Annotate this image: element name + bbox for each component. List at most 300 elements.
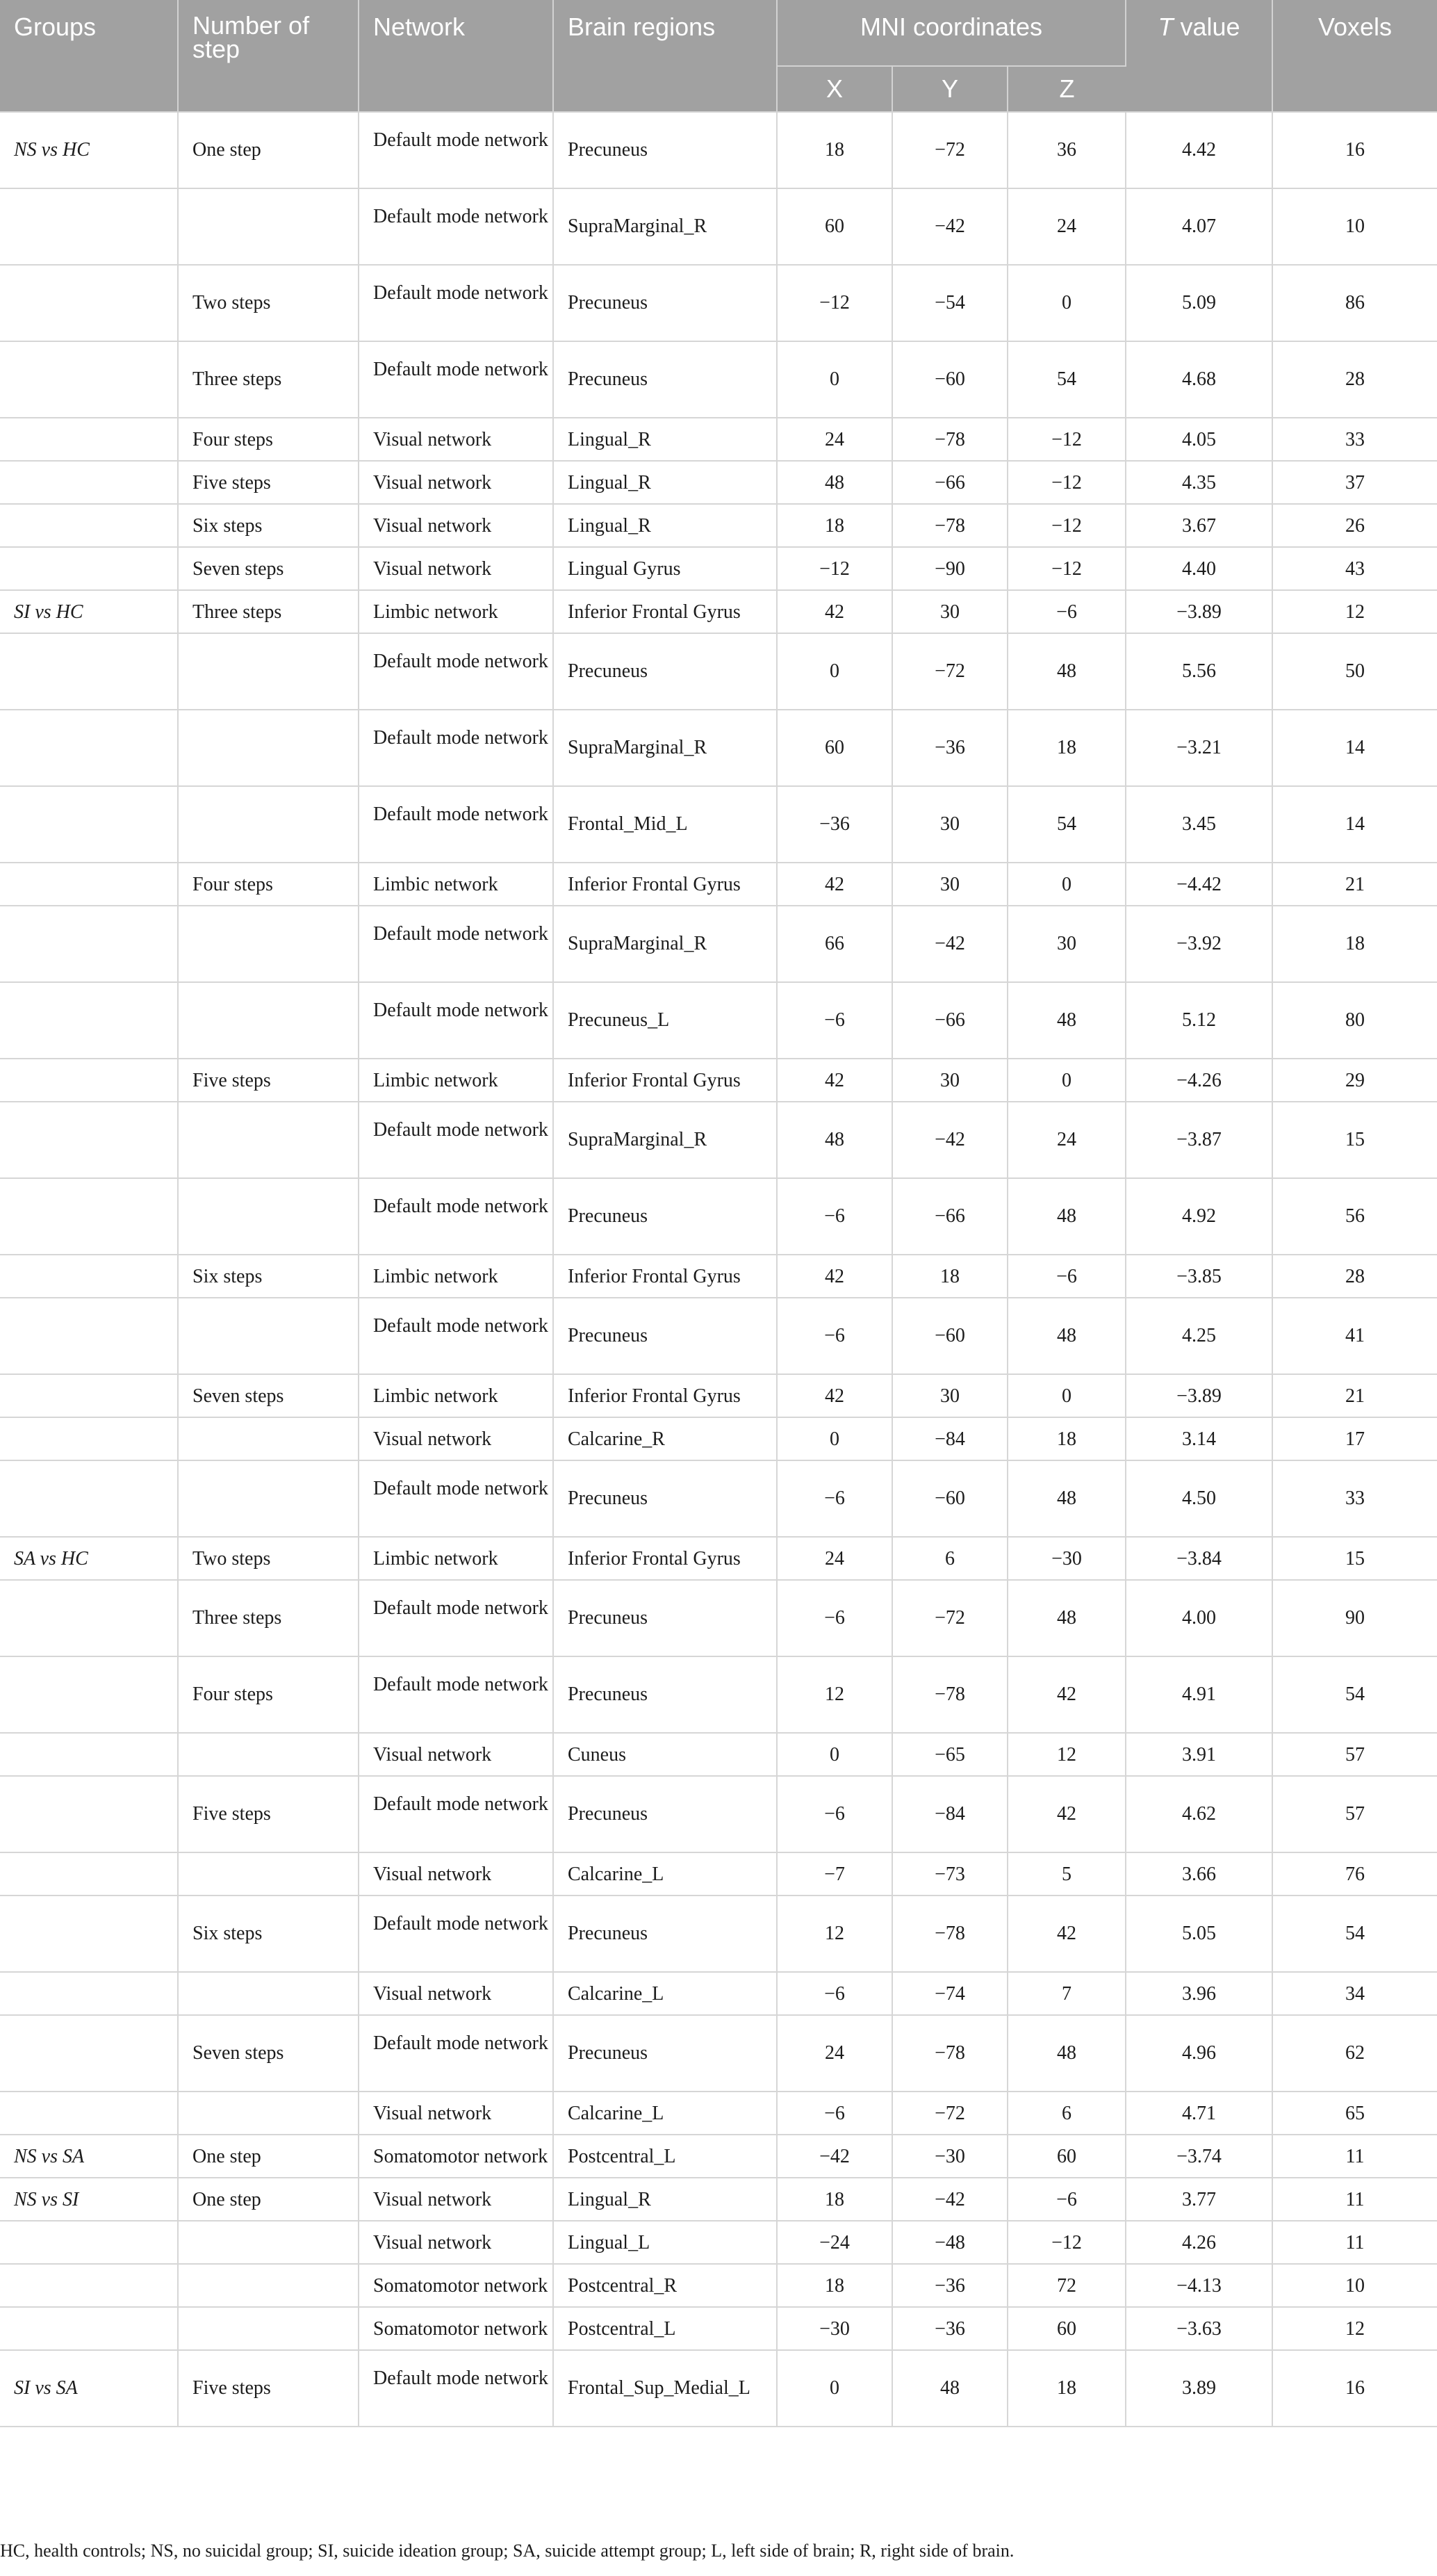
cell-network: Somatomotor network [359,2264,553,2307]
cell-y: −42 [892,1102,1008,1178]
cell-z: 42 [1008,1776,1126,1852]
cell-voxels: 28 [1272,1255,1437,1298]
cell-group [0,633,178,710]
cell-region: Lingual_R [553,504,777,547]
cell-z: −6 [1008,1255,1126,1298]
cell-t-value: −4.26 [1126,1059,1272,1102]
cell-t-value: 4.40 [1126,547,1272,590]
cell-group [0,547,178,590]
cell-region: Lingual_R [553,418,777,461]
cell-group [0,1255,178,1298]
cell-group: NS vs SI [0,2178,178,2221]
cell-y: −54 [892,265,1008,341]
cell-y: −36 [892,2264,1008,2307]
cell-region: Precuneus [553,1460,777,1537]
cell-z: 0 [1008,265,1126,341]
cell-group [0,906,178,982]
cell-step: Seven steps [178,2015,359,2092]
cell-z: 48 [1008,1298,1126,1374]
cell-voxels: 37 [1272,461,1437,504]
cell-voxels: 33 [1272,1460,1437,1537]
cell-y: −78 [892,1656,1008,1733]
table-row [0,906,1437,982]
cell-network: Default mode network [359,1580,553,1656]
table-row [0,1417,1437,1460]
cell-x: −6 [777,1972,892,2015]
cell-network: Visual network [359,1972,553,2015]
cell-t-value: −3.85 [1126,1255,1272,1298]
cell-region: Cuneus [553,1733,777,1776]
cell-region: Precuneus [553,633,777,710]
cell-step [178,2264,359,2307]
cell-y: −66 [892,1178,1008,1255]
cell-voxels: 10 [1272,188,1437,265]
cell-network: Visual network [359,461,553,504]
cell-x: 24 [777,2015,892,2092]
cell-y: −78 [892,504,1008,547]
cell-network: Default mode network [359,1298,553,1374]
cell-x: 24 [777,418,892,461]
cell-voxels: 12 [1272,2307,1437,2350]
cell-step: Three steps [178,1580,359,1656]
cell-z: −6 [1008,590,1126,633]
cell-region: Precuneus [553,1656,777,1733]
cell-voxels: 21 [1272,1374,1437,1417]
cell-step: Three steps [178,341,359,418]
header-y: Y [892,66,1008,112]
cell-region: Calcarine_L [553,1852,777,1896]
header-network: Network [359,0,553,112]
cell-x: −42 [777,2135,892,2178]
cell-x: −6 [777,1460,892,1537]
cell-t-value: 4.50 [1126,1460,1272,1537]
table-row [0,710,1437,786]
cell-voxels: 54 [1272,1896,1437,1972]
header-groups: Groups [0,0,178,112]
cell-network: Visual network [359,2221,553,2264]
cell-step: Seven steps [178,547,359,590]
cell-y: −74 [892,1972,1008,2015]
cell-network: Default mode network [359,188,553,265]
cell-step: Four steps [178,863,359,906]
table-row [0,1460,1437,1537]
cell-t-value: 4.35 [1126,461,1272,504]
cell-region: SupraMarginal_R [553,710,777,786]
cell-y: −90 [892,547,1008,590]
cell-region: Lingual_L [553,2221,777,2264]
cell-t-value: 3.89 [1126,2350,1272,2427]
cell-voxels: 14 [1272,786,1437,863]
table-row [0,863,1437,906]
cell-voxels: 18 [1272,906,1437,982]
cell-t-value: 3.14 [1126,1417,1272,1460]
cell-voxels: 90 [1272,1580,1437,1656]
cell-y: −42 [892,906,1008,982]
cell-step: Four steps [178,1656,359,1733]
cell-group [0,2221,178,2264]
cell-step: Five steps [178,2350,359,2427]
cell-y: −65 [892,1733,1008,1776]
cell-region: SupraMarginal_R [553,1102,777,1178]
cell-network: Default mode network [359,633,553,710]
cell-region: Precuneus [553,112,777,188]
header-x: X [777,66,892,112]
cell-t-value: 5.05 [1126,1896,1272,1972]
cell-t-value: 4.62 [1126,1776,1272,1852]
cell-t-value: 4.00 [1126,1580,1272,1656]
cell-voxels: 15 [1272,1537,1437,1580]
cell-step [178,1417,359,1460]
cell-group [0,2092,178,2135]
cell-z: 48 [1008,2015,1126,2092]
cell-z: −6 [1008,2178,1126,2221]
cell-x: 48 [777,461,892,504]
cell-group [0,461,178,504]
cell-y: −60 [892,1298,1008,1374]
cell-step [178,906,359,982]
cell-z: 0 [1008,863,1126,906]
cell-step [178,633,359,710]
cell-step: Six steps [178,1255,359,1298]
cell-y: −60 [892,1460,1008,1537]
table-row [0,590,1437,633]
cell-y: −72 [892,633,1008,710]
cell-z: 60 [1008,2135,1126,2178]
cell-group [0,1102,178,1178]
cell-step: Five steps [178,1059,359,1102]
cell-group: NS vs HC [0,112,178,188]
cell-network: Somatomotor network [359,2307,553,2350]
cell-network: Default mode network [359,2350,553,2427]
cell-step: Two steps [178,265,359,341]
cell-voxels: 33 [1272,418,1437,461]
cell-t-value: −3.89 [1126,590,1272,633]
table-footnote: HC, health controls; NS, no suicidal group; SI, suicide ideation group; SA, suicide attempt group; L, left side of brain; R, right side of brain. [0,2541,1015,2561]
cell-region: Frontal_Sup_Medial_L [553,2350,777,2427]
cell-x: 66 [777,906,892,982]
cell-voxels: 26 [1272,504,1437,547]
cell-y: −73 [892,1852,1008,1896]
cell-voxels: 34 [1272,1972,1437,2015]
cell-group: NS vs SA [0,2135,178,2178]
cell-voxels: 41 [1272,1298,1437,1374]
cell-step: Four steps [178,418,359,461]
cell-region: Precuneus [553,1776,777,1852]
cell-group [0,341,178,418]
table-row [0,2135,1437,2178]
cell-group [0,1852,178,1896]
cell-step [178,1972,359,2015]
cell-x: 0 [777,1733,892,1776]
cell-z: −30 [1008,1537,1126,1580]
cell-step: Seven steps [178,1374,359,1417]
cell-step: One step [178,112,359,188]
cell-group [0,1580,178,1656]
cell-region: Precuneus [553,265,777,341]
cell-t-value: −3.92 [1126,906,1272,982]
table-row [0,2015,1437,2092]
cell-region: Precuneus [553,1298,777,1374]
cell-step [178,2221,359,2264]
cell-step: Two steps [178,1537,359,1580]
cell-z: 48 [1008,633,1126,710]
cell-t-value: −3.87 [1126,1102,1272,1178]
cell-region: SupraMarginal_R [553,906,777,982]
cell-x: 0 [777,341,892,418]
cell-voxels: 65 [1272,2092,1437,2135]
cell-group: SI vs HC [0,590,178,633]
cell-x: −12 [777,265,892,341]
cell-x: −6 [777,1580,892,1656]
cell-step: Six steps [178,1896,359,1972]
cell-t-value: 4.07 [1126,188,1272,265]
table-row [0,504,1437,547]
cell-network: Default mode network [359,1102,553,1178]
cell-network: Default mode network [359,1896,553,1972]
cell-z: 42 [1008,1656,1126,1733]
cell-x: 60 [777,188,892,265]
cell-network: Limbic network [359,863,553,906]
header-brain-regions: Brain regions [553,0,777,112]
cell-z: 36 [1008,112,1126,188]
cell-region: Inferior Frontal Gyrus [553,1537,777,1580]
cell-z: 24 [1008,1102,1126,1178]
cell-voxels: 57 [1272,1776,1437,1852]
cell-z: 54 [1008,786,1126,863]
cell-z: 42 [1008,1896,1126,1972]
cell-x: 42 [777,590,892,633]
cell-t-value: −3.84 [1126,1537,1272,1580]
cell-t-value: 3.45 [1126,786,1272,863]
cell-network: Visual network [359,1733,553,1776]
table-row [0,461,1437,504]
cell-network: Default mode network [359,982,553,1059]
cell-region: Precuneus [553,1178,777,1255]
cell-network: Limbic network [359,590,553,633]
cell-t-value: 4.25 [1126,1298,1272,1374]
cell-network: Visual network [359,1852,553,1896]
table-row [0,341,1437,418]
cell-z: −12 [1008,504,1126,547]
cell-t-value: 4.05 [1126,418,1272,461]
cell-region: Calcarine_L [553,2092,777,2135]
table-row [0,786,1437,863]
cell-t-value: 5.56 [1126,633,1272,710]
cell-y: −78 [892,1896,1008,1972]
cell-y: −84 [892,1417,1008,1460]
cell-y: 48 [892,2350,1008,2427]
cell-step [178,1733,359,1776]
cell-group [0,786,178,863]
cell-x: −7 [777,1852,892,1896]
cell-network: Default mode network [359,710,553,786]
cell-t-value: 4.91 [1126,1656,1272,1733]
cell-z: 0 [1008,1059,1126,1102]
table-body [0,112,1437,2427]
cell-t-value: 3.66 [1126,1852,1272,1896]
cell-t-value: −4.13 [1126,2264,1272,2307]
cell-x: −6 [777,982,892,1059]
cell-step [178,2307,359,2350]
cell-y: 30 [892,863,1008,906]
table-header [0,0,1437,112]
cell-network: Visual network [359,2178,553,2221]
table-row [0,1733,1437,1776]
cell-network: Default mode network [359,1178,553,1255]
table-row [0,1298,1437,1374]
cell-step [178,1102,359,1178]
cell-group [0,1059,178,1102]
cell-x: −6 [777,1178,892,1255]
cell-group [0,1656,178,1733]
table-row [0,1776,1437,1852]
cell-region: Inferior Frontal Gyrus [553,863,777,906]
cell-z: 30 [1008,906,1126,982]
cell-t-value: 3.77 [1126,2178,1272,2221]
cell-x: 12 [777,1656,892,1733]
header-voxels: Voxels [1272,0,1437,112]
cell-region: Precuneus [553,1580,777,1656]
table-row [0,1972,1437,2015]
cell-group: SA vs HC [0,1537,178,1580]
cell-y: −78 [892,2015,1008,2092]
cell-step: One step [178,2135,359,2178]
table-row [0,1102,1437,1178]
cell-group [0,418,178,461]
cell-group [0,1298,178,1374]
cell-voxels: 21 [1272,863,1437,906]
cell-network: Default mode network [359,786,553,863]
cell-y: −66 [892,461,1008,504]
cell-group [0,2015,178,2092]
cell-voxels: 16 [1272,2350,1437,2427]
cell-t-value: 3.91 [1126,1733,1272,1776]
cell-voxels: 43 [1272,547,1437,590]
cell-group [0,1972,178,2015]
cell-region: Precuneus_L [553,982,777,1059]
table-row [0,2221,1437,2264]
cell-t-value: 3.67 [1126,504,1272,547]
table-row [0,982,1437,1059]
table-row [0,418,1437,461]
cell-region: Lingual_R [553,461,777,504]
cell-region: Inferior Frontal Gyrus [553,1059,777,1102]
cell-z: 7 [1008,1972,1126,2015]
cell-y: 30 [892,786,1008,863]
cell-group [0,504,178,547]
cell-region: Inferior Frontal Gyrus [553,1374,777,1417]
cell-x: 42 [777,1255,892,1298]
cell-group [0,982,178,1059]
cell-t-value: 4.71 [1126,2092,1272,2135]
cell-t-value: 4.92 [1126,1178,1272,1255]
cell-step: Six steps [178,504,359,547]
cell-step [178,982,359,1059]
cell-network: Visual network [359,2092,553,2135]
cell-x: 42 [777,1374,892,1417]
cell-network: Visual network [359,1417,553,1460]
cell-step [178,2092,359,2135]
cell-network: Limbic network [359,1255,553,1298]
cell-x: −36 [777,786,892,863]
cell-voxels: 15 [1272,1102,1437,1178]
cell-region: Precuneus [553,2015,777,2092]
table-row [0,1255,1437,1298]
cell-step [178,1852,359,1896]
cell-group [0,1896,178,1972]
cell-voxels: 28 [1272,341,1437,418]
cell-voxels: 10 [1272,2264,1437,2307]
cell-voxels: 16 [1272,112,1437,188]
cell-y: 6 [892,1537,1008,1580]
cell-x: 12 [777,1896,892,1972]
cell-t-value: −3.63 [1126,2307,1272,2350]
cell-y: −84 [892,1776,1008,1852]
cell-y: 30 [892,590,1008,633]
cell-z: −12 [1008,461,1126,504]
cell-z: 48 [1008,1178,1126,1255]
cell-z: 54 [1008,341,1126,418]
cell-voxels: 17 [1272,1417,1437,1460]
cell-group [0,2264,178,2307]
cell-group [0,710,178,786]
table-row [0,112,1437,188]
cell-network: Default mode network [359,1776,553,1852]
cell-y: 30 [892,1059,1008,1102]
cell-voxels: 14 [1272,710,1437,786]
cell-voxels: 11 [1272,2135,1437,2178]
cell-voxels: 80 [1272,982,1437,1059]
cell-z: −12 [1008,547,1126,590]
cell-x: −6 [777,1776,892,1852]
cell-voxels: 54 [1272,1656,1437,1733]
cell-group [0,1374,178,1417]
cell-network: Somatomotor network [359,2135,553,2178]
cell-z: 0 [1008,1374,1126,1417]
cell-step [178,710,359,786]
cell-t-value: 4.68 [1126,341,1272,418]
cell-network: Default mode network [359,341,553,418]
cell-network: Limbic network [359,1537,553,1580]
table-row [0,265,1437,341]
table-row [0,1537,1437,1580]
cell-x: 42 [777,1059,892,1102]
cell-x: 24 [777,1537,892,1580]
cell-voxels: 50 [1272,633,1437,710]
cell-z: 12 [1008,1733,1126,1776]
cell-t-value: 4.42 [1126,112,1272,188]
cell-network: Visual network [359,418,553,461]
cell-z: 60 [1008,2307,1126,2350]
cell-voxels: 62 [1272,2015,1437,2092]
cell-x: −24 [777,2221,892,2264]
cell-region: Lingual_R [553,2178,777,2221]
cell-x: −6 [777,2092,892,2135]
cell-z: 18 [1008,1417,1126,1460]
cell-step: Five steps [178,1776,359,1852]
cell-y: −60 [892,341,1008,418]
cell-x: −12 [777,547,892,590]
cell-region: Postcentral_L [553,2307,777,2350]
cell-x: 0 [777,633,892,710]
cell-region: Precuneus [553,1896,777,1972]
table-row [0,188,1437,265]
cell-network: Limbic network [359,1059,553,1102]
cell-step [178,1298,359,1374]
table-row [0,1852,1437,1896]
cell-group [0,1417,178,1460]
cell-y: −72 [892,1580,1008,1656]
